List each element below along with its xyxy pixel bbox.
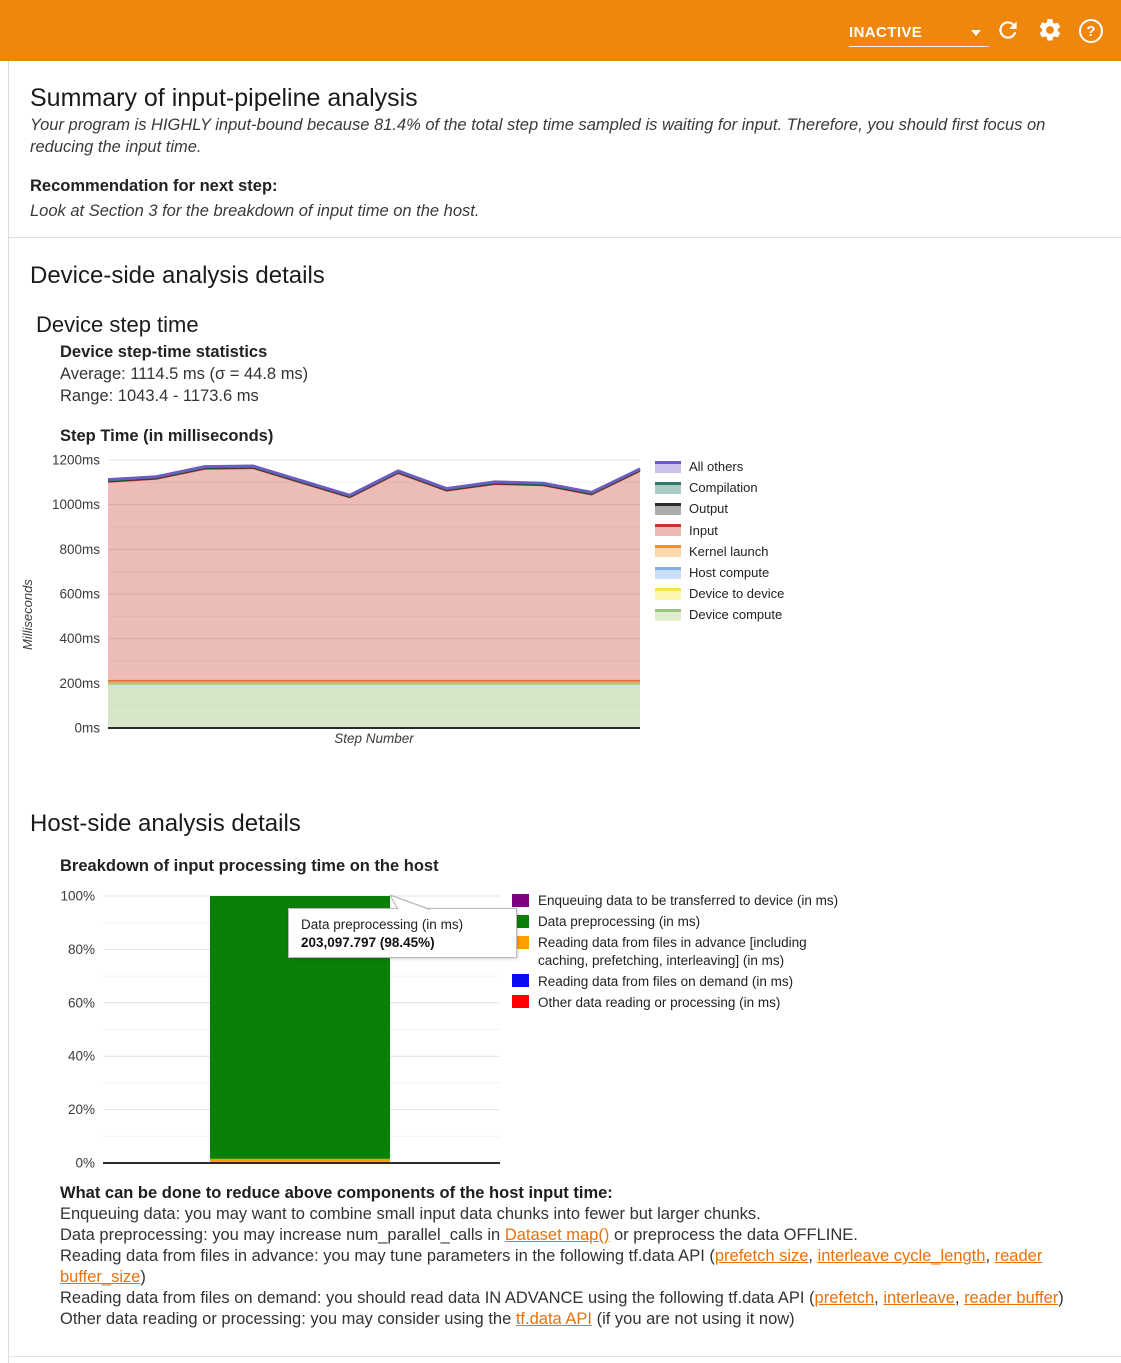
legend-item	[655, 498, 784, 519]
legend-swatch	[512, 974, 529, 987]
area-input	[108, 468, 640, 681]
y-tick-label: 80%	[67, 941, 95, 957]
help-icon[interactable]	[1079, 19, 1105, 45]
y-tick-label: 100%	[60, 888, 95, 904]
legend-item	[512, 892, 838, 910]
legend-item	[655, 604, 784, 625]
legend-label: Output	[689, 501, 729, 517]
legend-item	[512, 994, 838, 1012]
legend-item	[655, 562, 784, 583]
tooltip-series-name: Data preprocessing (in ms)	[301, 917, 464, 932]
y-tick-label: 0%	[75, 1155, 95, 1171]
advice-link[interactable]: prefetch	[814, 1289, 875, 1307]
recommendation-text: Look at Section 3 for the breakdown of input time on the host.	[30, 202, 480, 220]
y-tick-label: 200ms	[59, 675, 100, 691]
legend-swatch	[655, 482, 681, 494]
device-step-time-subtitle: Device step time	[36, 312, 199, 337]
legend-label: Reading data from files on demand (in ms)	[538, 973, 794, 989]
step-chart-y-axis-label: Milliseconds	[20, 579, 35, 650]
legend-swatch	[655, 545, 681, 557]
legend-item	[655, 520, 784, 541]
y-tick-label: 1000ms	[51, 497, 100, 513]
host-section-title: Host-side analysis details	[30, 810, 301, 837]
step-chart-legend	[655, 456, 784, 626]
legend-item	[512, 973, 838, 991]
y-tick-label: 60%	[67, 995, 95, 1011]
recommendation-label: Recommendation for next step:	[30, 177, 278, 195]
legend-item	[655, 477, 784, 498]
tooltip-value: 203,097.797 (98.45%)	[301, 935, 435, 950]
legend-item	[512, 913, 838, 931]
legend-swatch	[512, 995, 529, 1008]
capture-status-value: INACTIVE	[849, 23, 923, 41]
capture-status-select[interactable]	[849, 18, 989, 47]
tooltip-pointer	[368, 893, 438, 913]
legend-swatch	[655, 461, 681, 473]
device-section-title: Device-side analysis details	[30, 262, 325, 289]
legend-label: Enqueuing data to be transferred to device (in ms)	[538, 893, 839, 908]
host-chart-title: Breakdown of input processing time on the host	[60, 857, 439, 875]
legend-swatch	[655, 567, 681, 579]
chart-tooltip	[288, 908, 517, 958]
advice-line: Reading data from files on demand: you should read data IN ADVANCE using the following tf.data API (prefetch, interleave, reader buffer)	[60, 1289, 1064, 1307]
advice-line: Other data reading or processing: you may consider using the tf.data API (if you are not using it now)	[60, 1310, 795, 1328]
y-tick-label: 600ms	[59, 586, 100, 602]
advice-line: Enqueuing data: you may want to combine small input data chunks into fewer but larger chunks.	[60, 1205, 761, 1223]
refresh-icon[interactable]	[995, 17, 1021, 43]
advice-link[interactable]: interleave cycle_length	[817, 1247, 986, 1265]
advice-link[interactable]: reader buffer	[964, 1289, 1059, 1307]
legend-label: Reading data from files in advance [including caching, prefetching, interleaving] (in ms)	[538, 935, 807, 968]
advice-line: Reading data from files in advance: you may tune parameters in the following tf.data API (prefetch size, interleave cycle_length, reader buffer_size)	[60, 1247, 1043, 1286]
legend-label: Compilation	[689, 480, 758, 496]
x-axis-label: Step Number	[334, 731, 414, 746]
summary-title: Summary of input-pipeline analysis	[30, 84, 418, 112]
y-tick-label: 800ms	[59, 541, 100, 557]
y-tick-label: 40%	[67, 1048, 95, 1064]
legend-item	[655, 541, 784, 562]
legend-swatch	[512, 894, 529, 907]
panel-left-border	[8, 61, 9, 1363]
legend-item	[655, 583, 784, 604]
legend-item	[512, 934, 838, 969]
legend-label: Input	[689, 522, 718, 538]
legend-swatch	[655, 524, 681, 536]
legend-label: All others	[689, 459, 744, 475]
advice-link[interactable]: prefetch size	[714, 1247, 809, 1265]
advice-line: Data preprocessing: you may increase num_parallel_calls in Dataset map() or preprocess the data OFFLINE.	[60, 1226, 858, 1244]
y-tick-label: 0ms	[74, 720, 100, 736]
section-divider	[8, 237, 1121, 238]
device-stats-range: Range: 1043.4 - 1173.6 ms	[60, 387, 259, 405]
area-device-compute	[108, 684, 640, 728]
legend-label: Host compute	[689, 565, 770, 581]
legend-label: Kernel launch	[689, 543, 769, 559]
advice-link[interactable]: tf.data API	[515, 1310, 592, 1328]
legend-swatch	[655, 503, 681, 515]
y-tick-label: 400ms	[59, 631, 100, 647]
bottom-divider	[8, 1356, 1121, 1357]
advice-heading: What can be done to reduce above components of the host input time:	[60, 1184, 613, 1202]
device-stats-title: Device step-time statistics	[60, 343, 268, 361]
y-tick-label: 1200ms	[51, 452, 100, 468]
summary-body: Your program is HIGHLY input-bound because 81.4% of the total step time sampled is waiting for input. Therefore, you should first focus on reducing the input time.	[30, 116, 1046, 156]
legend-item	[655, 456, 784, 477]
legend-label: Data preprocessing (in ms)	[538, 914, 701, 929]
question-mark-glyph: ?	[1079, 19, 1103, 43]
legend-swatch	[655, 588, 681, 600]
chevron-down-icon	[971, 30, 981, 36]
legend-label: Device to device	[689, 586, 785, 602]
host-chart-legend	[512, 892, 838, 1015]
gear-icon[interactable]	[1037, 17, 1063, 43]
step-chart-title: Step Time (in milliseconds)	[60, 427, 274, 445]
y-tick-label: 20%	[67, 1102, 95, 1118]
legend-swatch	[655, 609, 681, 621]
advice-block	[60, 1183, 1074, 1330]
legend-label: Device compute	[689, 607, 783, 623]
toolbar	[0, 0, 1121, 61]
device-stats-average: Average: 1114.5 ms (σ = 44.8 ms)	[60, 365, 309, 383]
legend-label: Other data reading or processing (in ms)	[538, 994, 781, 1010]
advice-link[interactable]: reader buffer_size	[60, 1247, 1043, 1286]
advice-link[interactable]: interleave	[883, 1289, 955, 1307]
advice-link[interactable]: Dataset map()	[504, 1226, 610, 1244]
